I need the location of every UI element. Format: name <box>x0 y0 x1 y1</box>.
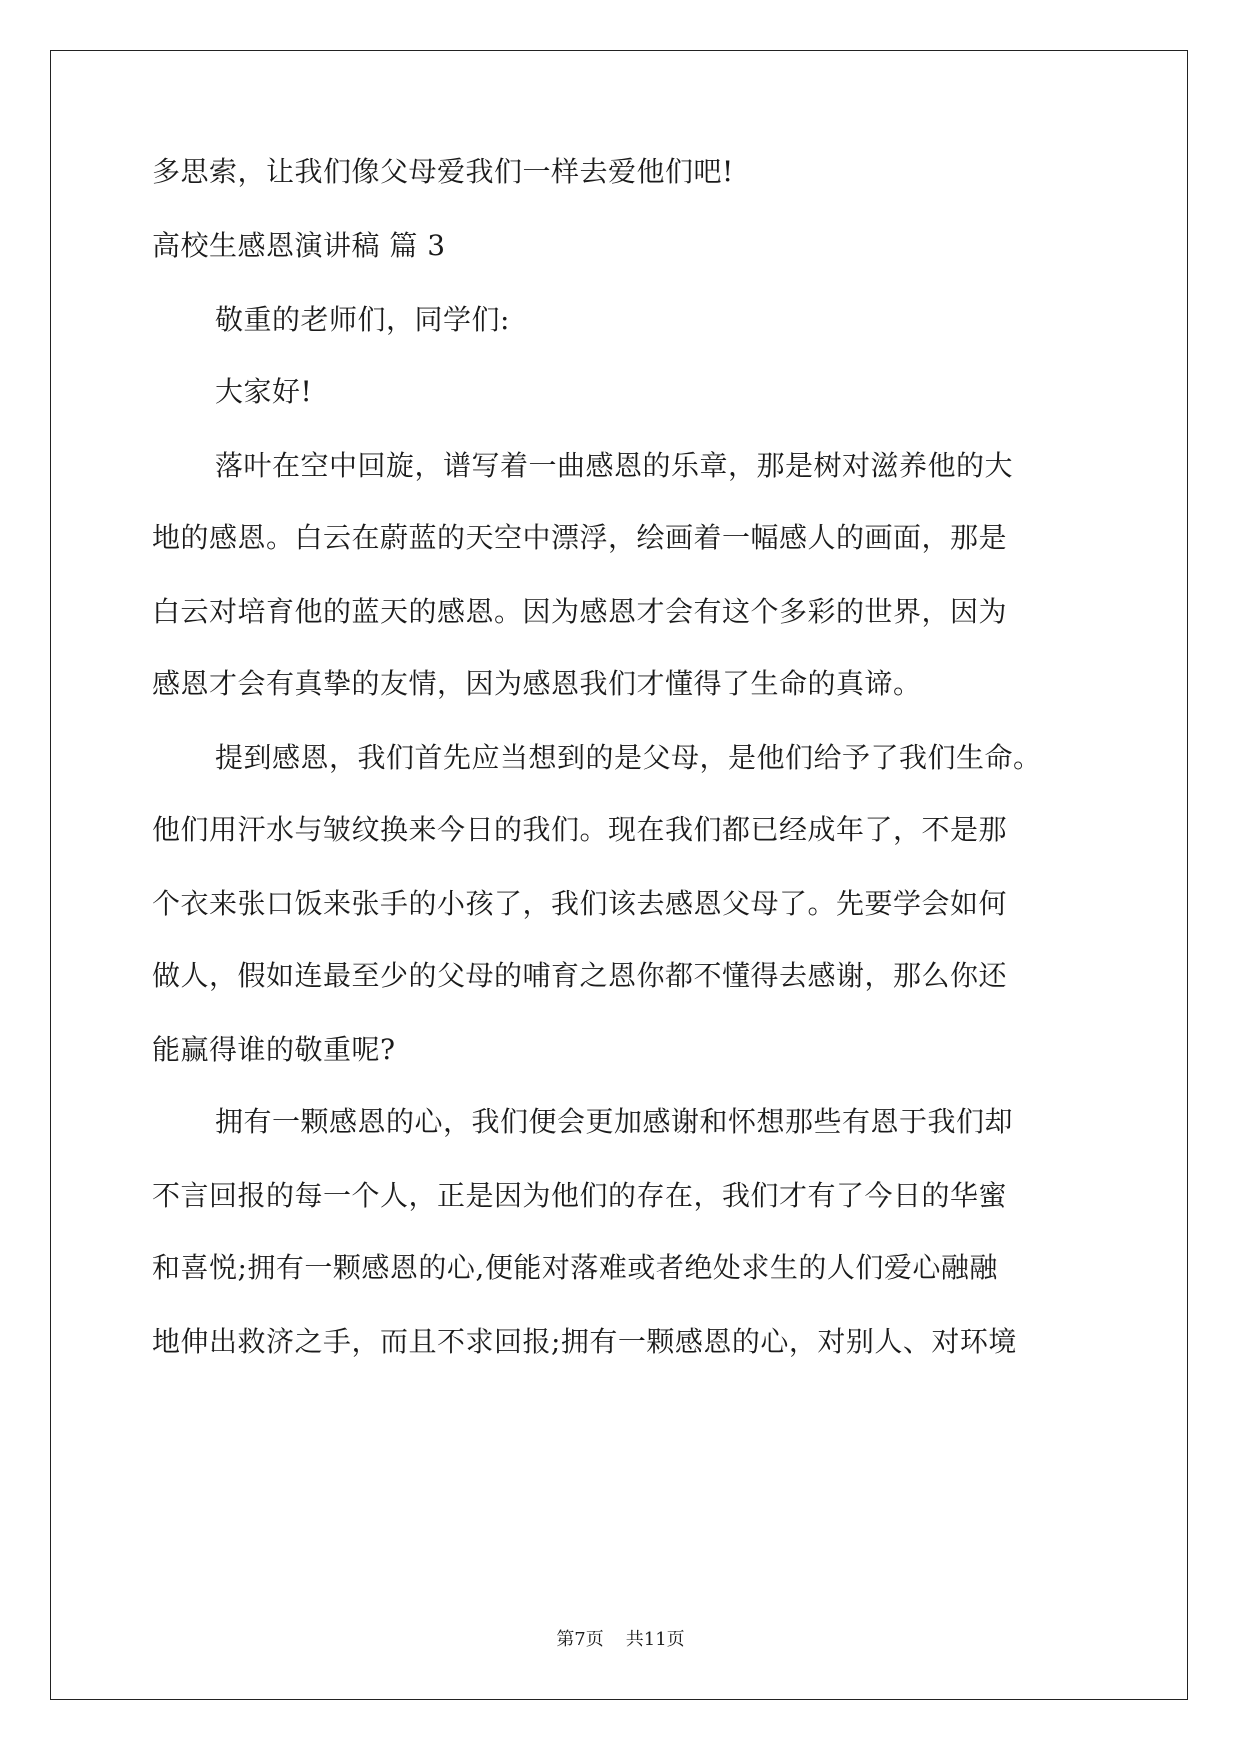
text-line: 他们用汗水与皱纹换来今日的我们。现在我们都已经成年了，不是那 <box>152 813 1008 846</box>
page-number: 第7页 <box>556 1629 604 1650</box>
text-line: 白云对培育他的蓝天的感恩。因为感恩才会有这个多彩的世界，因为 <box>152 595 1008 628</box>
salutation: 敬重的老师们，同学们: <box>215 303 510 336</box>
text-line: 不言回报的每一个人，正是因为他们的存在，我们才有了今日的华蜜 <box>152 1179 1008 1212</box>
page-border <box>50 50 1188 1700</box>
greeting: 大家好! <box>215 375 313 408</box>
page-footer <box>0 1628 1241 1652</box>
text-line: 提到感恩，我们首先应当想到的是父母，是他们给予了我们生命。 <box>215 741 1042 774</box>
text-line: 多思索，让我们像父母爱我们一样去爱他们吧! <box>152 155 734 188</box>
text-line: 感恩才会有真挚的友情，因为感恩我们才懂得了生命的真谛。 <box>152 667 922 700</box>
page-total: 共11页 <box>625 1629 685 1650</box>
text-line: 地伸出救济之手，而且不求回报;拥有一颗感恩的心，对别人、对环境 <box>152 1325 1017 1358</box>
text-line: 和喜悦;拥有一颗感恩的心,便能对落难或者绝处求生的人们爱心融融 <box>152 1251 998 1284</box>
text-line: 个衣来张口饭来张手的小孩了，我们该去感恩父母了。先要学会如何 <box>152 887 1008 920</box>
text-line: 落叶在空中回旋，谱写着一曲感恩的乐章，那是树对滋养他的大 <box>215 449 1014 482</box>
text-line: 拥有一颗感恩的心，我们便会更加感谢和怀想那些有恩于我们却 <box>215 1105 1014 1138</box>
section-heading: 高校生感恩演讲稿 篇 3 <box>152 229 446 262</box>
text-line: 能赢得谁的敬重呢? <box>152 1033 396 1066</box>
text-line: 地的感恩。白云在蔚蓝的天空中漂浮，绘画着一幅感人的画面，那是 <box>152 521 1008 554</box>
text-line: 做人，假如连最至少的父母的哺育之恩你都不懂得去感谢，那么你还 <box>152 959 1008 992</box>
